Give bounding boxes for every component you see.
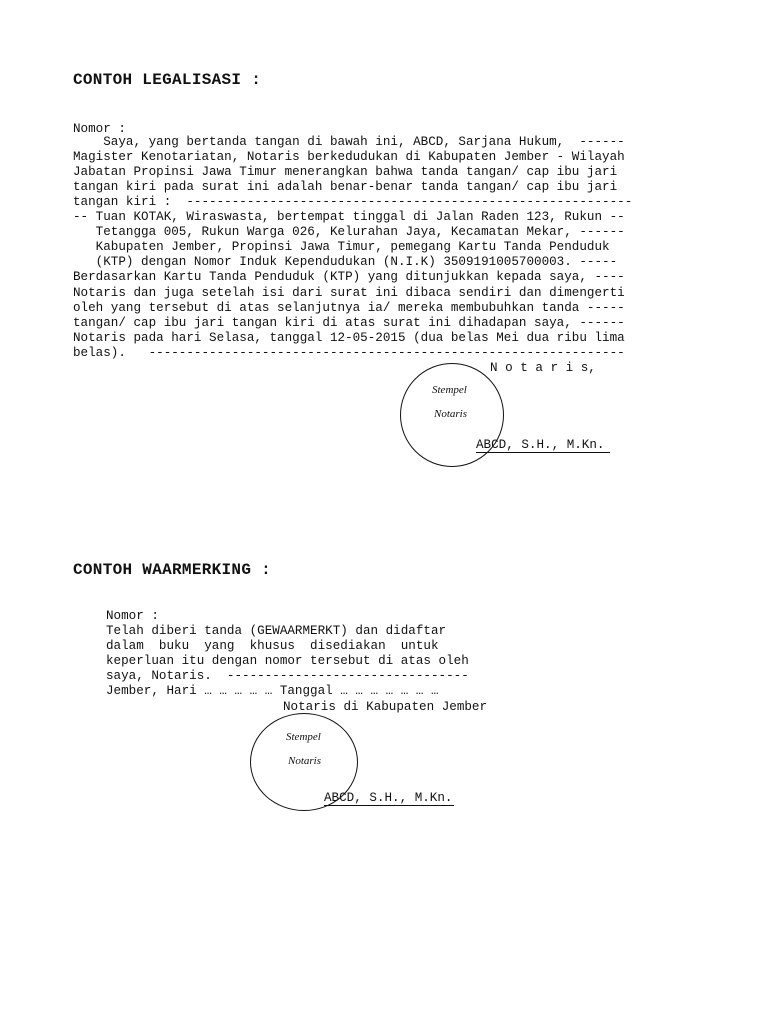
legalisasi-heading: CONTOH LEGALISASI : <box>73 71 262 89</box>
legalisasi-line: Magister Kenotariatan, Notaris berkedudukan di Kabupaten Jember - Wilayah <box>73 150 625 164</box>
legalisasi-line: -- Tuan KOTAK, Wiraswasta, bertempat tinggal di Jalan Raden 123, Rukun -- <box>73 210 625 224</box>
legalisasi-line: tangan kiri : ----------------------------------------------------------- <box>73 195 633 209</box>
legalisasi-signature: ABCD, S.H., M.Kn. <box>476 439 610 453</box>
legalisasi-stamp-text-2: Notaris <box>434 408 468 420</box>
legalisasi-line: Saya, yang bertanda tangan di bawah ini, ABCD, Sarjana Hukum, ------ <box>73 135 625 149</box>
legalisasi-line: tangan kiri pada surat ini adalah benar-benar tanda tangan/ cap ibu jari <box>73 180 618 194</box>
waarmerking-line: keperluan itu dengan nomor tersebut di atas oleh <box>106 654 469 668</box>
waarmerking-line: dalam buku yang khusus disediakan untuk <box>106 639 439 653</box>
waarmerking-heading: CONTOH WAARMERKING : <box>73 561 272 579</box>
waarmerking-line: Nomor : <box>106 609 159 623</box>
legalisasi-line: Nomor : <box>73 122 126 136</box>
waarmerking-signature: ABCD, S.H., M.Kn. <box>324 791 453 805</box>
legalisasi-line: Notaris pada hari Selasa, tanggal 12-05-2015 (dua belas Mei dua ribu lima <box>73 331 625 345</box>
legalisasi-line: Tetangga 005, Rukun Warga 026, Kelurahan Jaya, Kecamatan Mekar, ------ <box>73 225 625 239</box>
legalisasi-stamp-text-1: Stempel <box>432 384 467 396</box>
legalisasi-line: Jabatan Propinsi Jawa Timur menerangkan bahwa tanda tangan/ cap ibu jari <box>73 165 618 179</box>
legalisasi-line: Notaris dan juga setelah isi dari surat ini dibaca sendiri dan dimengerti <box>73 286 625 300</box>
waarmerking-line: Telah diberi tanda (GEWAARMERKT) dan didaftar <box>106 624 447 638</box>
waarmerking-notaris-label: Notaris di Kabupaten Jember <box>283 700 488 714</box>
legalisasi-line: Berdasarkan Kartu Tanda Penduduk (KTP) yang ditunjukkan kepada saya, ---- <box>73 270 625 284</box>
waarmerking-line: saya, Notaris. -------------------------------- <box>106 669 469 683</box>
waarmerking-stamp-text-2: Notaris <box>288 755 322 767</box>
legalisasi-line: Kabupaten Jember, Propinsi Jawa Timur, pemegang Kartu Tanda Penduduk <box>73 240 610 254</box>
legalisasi-line: belas). --------------------------------------------------------------- <box>73 346 625 360</box>
waarmerking-stamp-text-1: Stempel <box>286 731 321 743</box>
legalisasi-line: (KTP) dengan Nomor Induk Kependudukan (N.I.K) 3509191005700003. ----- <box>73 255 618 269</box>
waarmerking-line: Jember, Hari … … … … … Tanggal … … … … … … … <box>106 684 439 698</box>
legalisasi-notaris-label: N o t a r i s, <box>490 361 596 375</box>
legalisasi-line: oleh yang tersebut di atas selanjutnya ia/ mereka membubuhkan tanda ----- <box>73 301 625 315</box>
legalisasi-line: tangan/ cap ibu jari tangan kiri di atas surat ini dihadapan saya, ------ <box>73 316 625 330</box>
